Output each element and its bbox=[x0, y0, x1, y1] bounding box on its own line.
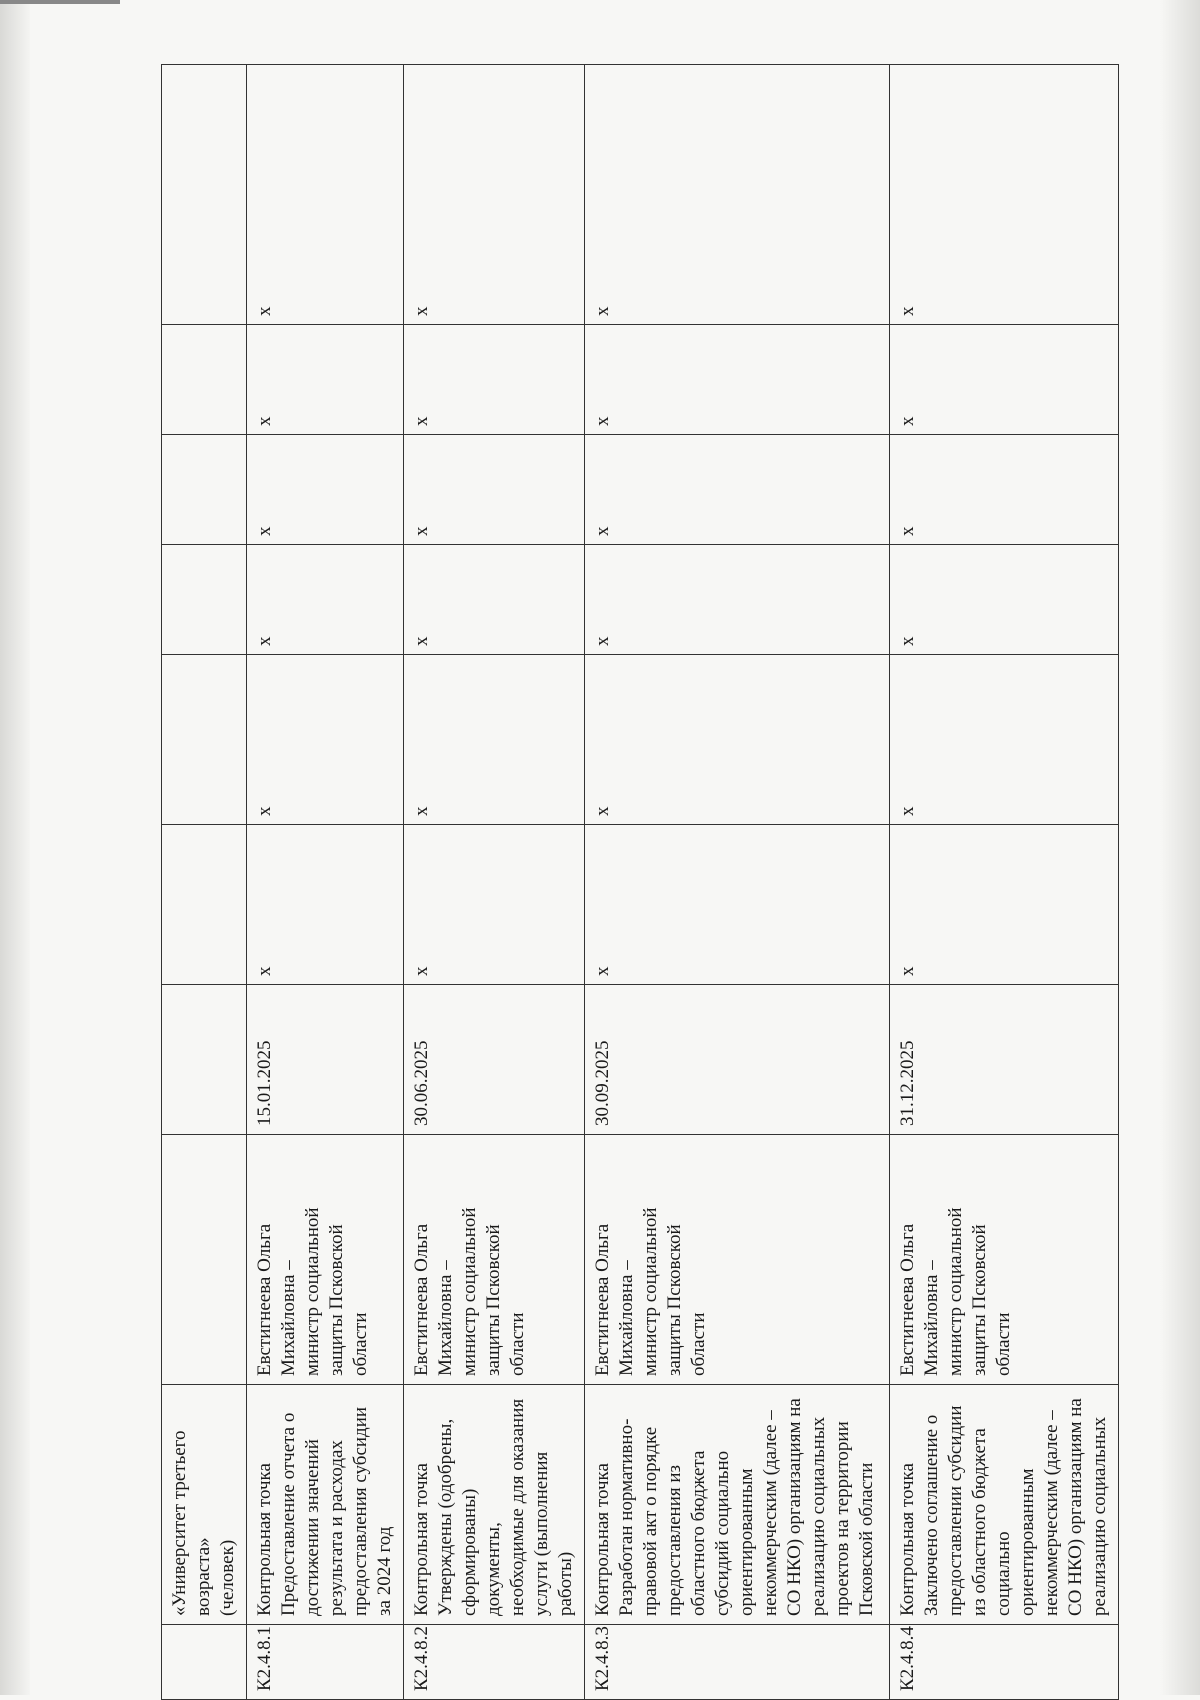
mark-x: x bbox=[890, 655, 1119, 825]
resp-line: Михайловна – bbox=[278, 1260, 299, 1376]
mark-x: x bbox=[890, 825, 1119, 985]
mark-x: x bbox=[890, 435, 1119, 545]
cell-title bbox=[162, 1385, 247, 1625]
scan-margin-left bbox=[0, 0, 30, 1695]
table-row bbox=[404, 65, 585, 1700]
resp-line: защиты Псковской bbox=[664, 1224, 685, 1376]
desc-line: услуги (выполнения bbox=[531, 1451, 552, 1616]
desc-line: областного бюджета bbox=[688, 1450, 709, 1616]
mark-x: x bbox=[890, 545, 1119, 655]
desc-line: необходимые для оказания bbox=[507, 1398, 528, 1616]
mark-x: x bbox=[585, 65, 890, 325]
cell-empty bbox=[162, 435, 247, 545]
mark-x: x bbox=[404, 65, 585, 325]
table-row-header bbox=[162, 65, 247, 1700]
desc-line: достижении значений bbox=[302, 1439, 323, 1616]
mark-x: x bbox=[585, 825, 890, 985]
resp-line: Михайловна – bbox=[435, 1260, 456, 1376]
row-date: 15.01.2025 bbox=[247, 985, 404, 1135]
desc-line: СО НКО) организациям на bbox=[784, 1398, 805, 1616]
row-code: К2.4.8.3 bbox=[585, 1625, 890, 1700]
row-responsible bbox=[585, 1135, 890, 1385]
row-responsible bbox=[247, 1135, 404, 1385]
desc-line: СО НКО) организациям на bbox=[1065, 1398, 1086, 1616]
cell-empty bbox=[162, 545, 247, 655]
mark-x: x bbox=[247, 655, 404, 825]
scan-margin-right bbox=[1160, 0, 1200, 1695]
mark-x: x bbox=[404, 435, 585, 545]
desc-line: за 2024 год bbox=[374, 1526, 395, 1616]
desc-line: субсидий социально bbox=[712, 1450, 733, 1616]
desc-line: некоммерческим (далее – bbox=[1041, 1410, 1062, 1616]
resp-line: защиты Псковской bbox=[483, 1224, 504, 1376]
resp-line: Михайловна – bbox=[921, 1260, 942, 1376]
mark-x: x bbox=[404, 545, 585, 655]
row-responsible bbox=[890, 1135, 1119, 1385]
table-row bbox=[247, 65, 404, 1700]
row-responsible bbox=[404, 1135, 585, 1385]
desc-line: Разработан нормативно- bbox=[616, 1418, 637, 1616]
mark-x: x bbox=[890, 325, 1119, 435]
desc-line: социально bbox=[993, 1531, 1014, 1616]
resp-line: Евстигнеева Ольга bbox=[897, 1223, 918, 1376]
mark-x: x bbox=[585, 655, 890, 825]
cell-empty bbox=[162, 1135, 247, 1385]
desc-line: результата и расходах bbox=[326, 1440, 347, 1616]
resp-line: Евстигнеева Ольга bbox=[592, 1223, 613, 1376]
resp-line: министр социальной bbox=[302, 1207, 323, 1376]
row-description bbox=[247, 1385, 404, 1625]
cell-empty bbox=[162, 985, 247, 1135]
title-line: (человек) bbox=[217, 1539, 238, 1616]
row-date: 30.06.2025 bbox=[404, 985, 585, 1135]
row-description bbox=[404, 1385, 585, 1625]
table-row bbox=[585, 65, 890, 1700]
cell-empty bbox=[162, 825, 247, 985]
resp-line: министр социальной bbox=[640, 1207, 661, 1376]
desc-line: работы) bbox=[555, 1551, 576, 1616]
desc-line: реализацию социальных bbox=[808, 1416, 829, 1616]
mark-x: x bbox=[404, 325, 585, 435]
resp-line: области bbox=[507, 1312, 528, 1376]
resp-line: Евстигнеева Ольга bbox=[411, 1223, 432, 1376]
control-points-table bbox=[161, 64, 1119, 1700]
mark-x: x bbox=[585, 435, 890, 545]
rotated-table-page bbox=[161, 65, 1110, 1700]
resp-line: Евстигнеева Ольга bbox=[254, 1223, 275, 1376]
title-line: «Университет третьего bbox=[169, 1430, 190, 1616]
desc-line: ориентированным bbox=[736, 1468, 757, 1616]
desc-line: Контрольная точка bbox=[592, 1463, 613, 1616]
resp-line: области bbox=[688, 1312, 709, 1376]
desc-line: из областного бюджета bbox=[969, 1428, 990, 1616]
mark-x: x bbox=[247, 825, 404, 985]
mark-x: x bbox=[890, 65, 1119, 325]
mark-x: x bbox=[247, 325, 404, 435]
row-code: К2.4.8.2 bbox=[404, 1625, 585, 1700]
mark-x: x bbox=[585, 545, 890, 655]
desc-line: Псковской области bbox=[856, 1462, 877, 1616]
mark-x: x bbox=[247, 65, 404, 325]
mark-x: x bbox=[404, 825, 585, 985]
resp-line: министр социальной bbox=[945, 1207, 966, 1376]
mark-x: x bbox=[404, 655, 585, 825]
cell-empty bbox=[162, 325, 247, 435]
resp-line: министр социальной bbox=[459, 1207, 480, 1376]
desc-line: сформированы) документы, bbox=[459, 1488, 504, 1616]
desc-line: ориентированным bbox=[1017, 1468, 1038, 1616]
resp-line: области bbox=[350, 1312, 371, 1376]
row-code: К2.4.8.4 bbox=[890, 1625, 1119, 1700]
desc-line: Контрольная точка bbox=[254, 1463, 275, 1616]
cell-empty bbox=[162, 65, 247, 325]
title-line: возраста» bbox=[193, 1537, 214, 1616]
cell-code-empty bbox=[162, 1625, 247, 1700]
desc-line: Контрольная точка bbox=[897, 1463, 918, 1616]
desc-line: предоставлении субсидии bbox=[945, 1405, 966, 1616]
mark-x: x bbox=[247, 545, 404, 655]
row-date: 30.09.2025 bbox=[585, 985, 890, 1135]
resp-line: защиты Псковской bbox=[326, 1224, 347, 1376]
desc-line: Утверждены (одобрены, bbox=[435, 1418, 456, 1616]
row-description bbox=[585, 1385, 890, 1625]
desc-line: проектов на территории bbox=[832, 1421, 853, 1616]
row-date: 31.12.2025 bbox=[890, 985, 1119, 1135]
table-row bbox=[890, 65, 1119, 1700]
row-description bbox=[890, 1385, 1119, 1625]
mark-x: x bbox=[247, 435, 404, 545]
desc-line: Контрольная точка bbox=[411, 1463, 432, 1616]
desc-line: Предоставление отчета о bbox=[278, 1412, 299, 1616]
mark-x: x bbox=[585, 325, 890, 435]
resp-line: Михайловна – bbox=[616, 1260, 637, 1376]
row-code: К2.4.8.1 bbox=[247, 1625, 404, 1700]
desc-line: некоммерческим (далее – bbox=[760, 1410, 781, 1616]
desc-line: правовой акт о порядке bbox=[640, 1426, 661, 1616]
resp-line: области bbox=[993, 1312, 1014, 1376]
scan-edge-strip bbox=[0, 0, 120, 4]
desc-line: предоставления из bbox=[664, 1464, 685, 1616]
desc-line: реализацию социальных bbox=[1089, 1416, 1110, 1616]
cell-empty bbox=[162, 655, 247, 825]
resp-line: защиты Псковской bbox=[969, 1224, 990, 1376]
desc-line: Заключено соглашение о bbox=[921, 1414, 942, 1616]
desc-line: предоставления субсидии bbox=[350, 1406, 371, 1616]
